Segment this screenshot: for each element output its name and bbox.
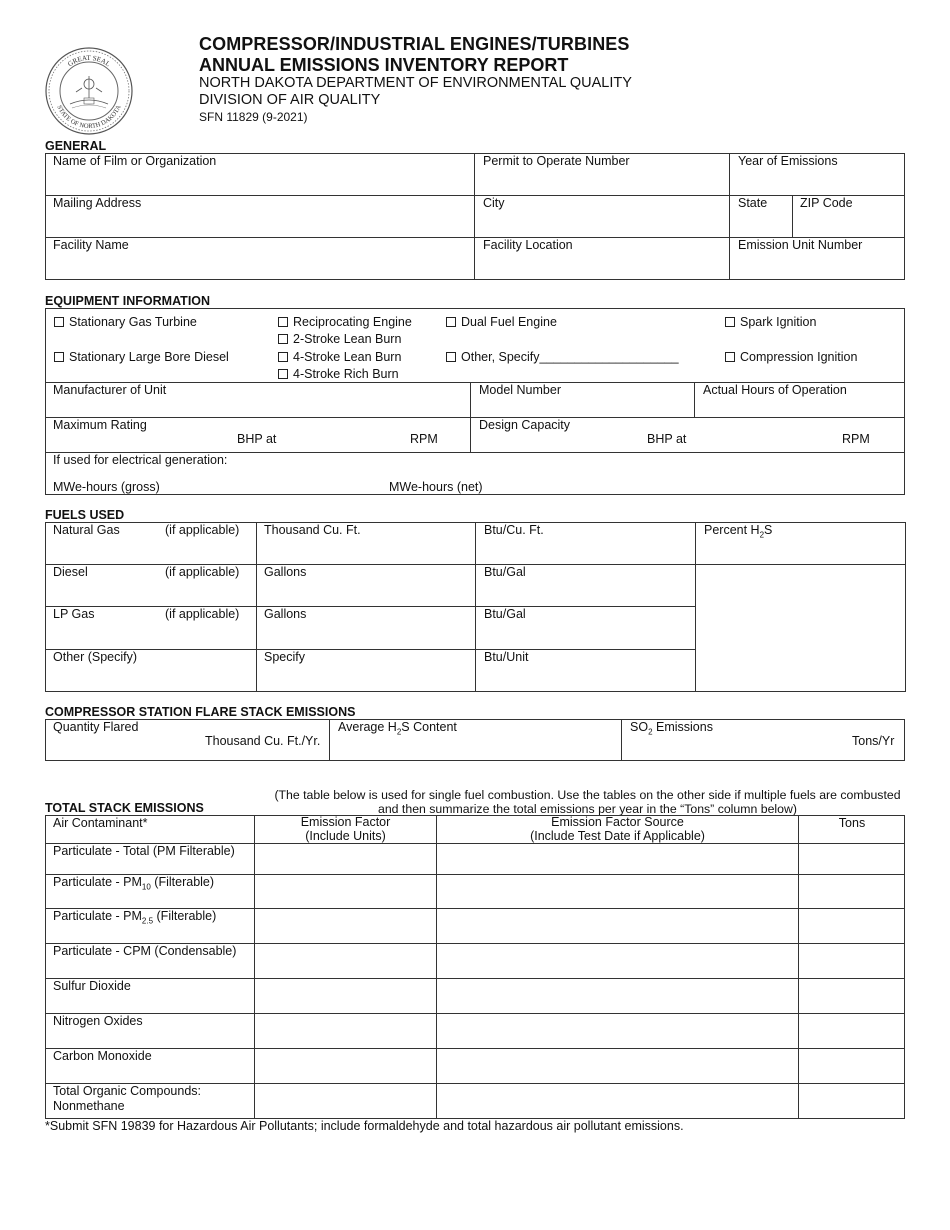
contaminant-row-line1: Total Organic Compounds: xyxy=(53,1084,201,1098)
maximum-rating-bhp-label: BHP at xyxy=(237,432,277,446)
quantity-flared-unit: Thousand Cu. Ft./Yr. xyxy=(205,734,321,748)
checkbox-icon[interactable] xyxy=(54,352,64,362)
maximum-rating-rpm-label: RPM xyxy=(410,432,438,446)
flare-table xyxy=(45,719,905,761)
col-source-line2: (Include Test Date if Applicable) xyxy=(530,828,705,843)
checkbox-compression-ignition[interactable]: Compression Ignition xyxy=(725,350,857,364)
fuels-heading: FUELS USED xyxy=(45,508,125,522)
stack-heading: TOTAL STACK EMISSIONS xyxy=(45,801,204,815)
contaminant-row: Particulate - Total (PM Filterable) xyxy=(53,844,235,858)
contaminant-row xyxy=(53,1084,201,1114)
quantity-flared-field[interactable]: Quantity Flared xyxy=(53,720,139,734)
checkbox-other-specify[interactable]: Other, Specify____________________ xyxy=(446,350,679,364)
stack-instructions-line1: (The table below is used for single fuel combustion. Use the tables on the other side if multiple fuels are combusted xyxy=(274,788,901,802)
contaminant-row: Nitrogen Oxides xyxy=(53,1014,143,1028)
state-seal xyxy=(44,46,134,136)
design-capacity-bhp-label: BHP at xyxy=(647,432,687,446)
stack-table xyxy=(45,815,905,1119)
lp-gas-btu-field[interactable]: Btu/Gal xyxy=(484,607,526,621)
stack-instructions xyxy=(265,788,910,816)
fuel-other-label[interactable]: Other (Specify) xyxy=(53,650,138,664)
fuel-natural-gas-label: Natural Gas xyxy=(53,523,120,537)
general-table xyxy=(45,153,905,280)
checkbox-4-stroke-lean-burn[interactable]: 4-Stroke Lean Burn xyxy=(278,350,401,364)
checkbox-reciprocating-engine[interactable]: Reciprocating Engine xyxy=(278,315,412,329)
agency-name: NORTH DAKOTA DEPARTMENT OF ENVIRONMENTAL QUALITY xyxy=(199,75,632,91)
col-emission-factor-line2: (Include Units) xyxy=(305,828,386,843)
form-number: SFN 11829 (9-2021) xyxy=(199,110,308,124)
seal-text-bottom: STATE OF NORTH DAKOTA xyxy=(55,104,123,131)
form-title-line1: COMPRESSOR/INDUSTRIAL ENGINES/TURBINES xyxy=(199,34,630,54)
facility-name-field[interactable]: Facility Name xyxy=(53,238,129,252)
footnote: *Submit SFN 19839 for Hazardous Air Pollutants; include formaldehyde and total hazardous air pollutant emissions. xyxy=(45,1119,684,1133)
mwe-net-field[interactable]: MWe-hours (net) xyxy=(389,480,483,494)
manufacturer-field[interactable]: Manufacturer of Unit xyxy=(53,383,167,397)
year-of-emissions-field[interactable]: Year of Emissions xyxy=(738,154,838,168)
if-applicable-label: (if applicable) xyxy=(165,565,240,579)
design-capacity-field[interactable]: Design Capacity xyxy=(479,418,571,432)
checkbox-dual-fuel-engine[interactable]: Dual Fuel Engine xyxy=(446,315,557,329)
checkbox-icon[interactable] xyxy=(446,317,456,327)
lp-gas-quantity-field[interactable]: Gallons xyxy=(264,607,307,621)
checkbox-icon[interactable] xyxy=(54,317,64,327)
contaminant-row: Particulate - $PM_{2.5}$ (Filterable) xyxy=(53,909,217,926)
city-field[interactable]: City xyxy=(483,196,505,210)
equipment-heading: EQUIPMENT INFORMATION xyxy=(45,294,211,308)
natural-gas-quantity-field[interactable]: Thousand Cu. Ft. xyxy=(264,523,361,537)
firm-name-field[interactable]: Name of Film or Organization xyxy=(53,154,217,168)
col-air-contaminant: Air Contaminant* xyxy=(53,816,148,830)
division-name: DIVISION OF AIR QUALITY xyxy=(199,92,381,108)
mailing-address-field[interactable]: Mailing Address xyxy=(53,196,142,210)
fuel-lp-gas-label: LP Gas xyxy=(53,607,95,621)
actual-hours-field[interactable]: Actual Hours of Operation xyxy=(703,383,847,397)
fuel-diesel-label: Diesel xyxy=(53,565,88,579)
col-tons: Tons xyxy=(838,816,866,830)
checkbox-icon[interactable] xyxy=(278,317,288,327)
flare-heading: COMPRESSOR STATION FLARE STACK EMISSIONS xyxy=(45,705,356,719)
checkbox-2-stroke-lean-burn[interactable]: 2-Stroke Lean Burn xyxy=(278,332,401,346)
checkbox-large-bore-diesel[interactable]: Stationary Large Bore Diesel xyxy=(54,350,229,364)
stack-instructions-line2: and then summarize the total emissions per year in the “Tons” column below) xyxy=(378,802,797,816)
so2-emissions-field[interactable]: $SO_2$ Emissions xyxy=(630,720,713,737)
permit-number-field[interactable]: Permit to Operate Number xyxy=(483,154,630,168)
checkbox-stationary-gas-turbine[interactable]: Stationary Gas Turbine xyxy=(54,315,197,329)
checkbox-icon[interactable] xyxy=(725,352,735,362)
col-source-line1: Emission Factor Source xyxy=(551,815,684,829)
checkbox-icon[interactable] xyxy=(725,317,735,327)
checkbox-icon[interactable] xyxy=(278,352,288,362)
zip-field[interactable]: ZIP Code xyxy=(800,196,853,210)
so2-unit: Tons/Yr xyxy=(852,734,895,748)
natural-gas-btu-field[interactable]: Btu/Cu. Ft. xyxy=(484,523,544,537)
checkbox-icon[interactable] xyxy=(446,352,456,362)
facility-location-field[interactable]: Facility Location xyxy=(483,238,573,252)
mwe-gross-field[interactable]: MWe-hours (gross) xyxy=(53,480,160,494)
emission-unit-number-field[interactable]: Emission Unit Number xyxy=(738,238,863,252)
checkbox-icon[interactable] xyxy=(278,334,288,344)
if-applicable-label: (if applicable) xyxy=(165,607,240,621)
diesel-quantity-field[interactable]: Gallons xyxy=(264,565,307,579)
checkbox-icon[interactable] xyxy=(278,369,288,379)
col-emission-factor-source xyxy=(437,816,798,843)
seal-text-top: GREAT SEAL xyxy=(66,53,112,69)
contaminant-row: Particulate - CPM (Condensable) xyxy=(53,944,237,958)
other-quantity-field[interactable]: Specify xyxy=(264,650,305,664)
col-emission-factor xyxy=(255,816,436,843)
general-heading: GENERAL xyxy=(45,139,107,153)
state-field[interactable]: State xyxy=(738,196,768,210)
model-number-field[interactable]: Model Number xyxy=(479,383,561,397)
state-seal-icon xyxy=(44,46,134,136)
checkbox-spark-ignition[interactable]: Spark Ignition xyxy=(725,315,816,329)
other-btu-field[interactable]: Btu/Unit xyxy=(484,650,529,664)
contaminant-row: Sulfur Dioxide xyxy=(53,979,131,993)
electrical-generation-label: If used for electrical generation: xyxy=(53,453,228,467)
checkbox-4-stroke-rich-burn[interactable]: 4-Stroke Rich Burn xyxy=(278,367,399,381)
maximum-rating-field[interactable]: Maximum Rating xyxy=(53,418,147,432)
percent-h2s-field[interactable]: Percent $H_2S$ xyxy=(704,523,773,540)
contaminant-row: Carbon Monoxide xyxy=(53,1049,152,1063)
form-title-line2: ANNUAL EMISSIONS INVENTORY REPORT xyxy=(199,55,569,75)
col-emission-factor-line1: Emission Factor xyxy=(300,815,391,829)
diesel-btu-field[interactable]: Btu/Gal xyxy=(484,565,526,579)
if-applicable-label: (if applicable) xyxy=(165,523,240,537)
contaminant-row-line2: Nonmethane xyxy=(53,1099,125,1113)
contaminant-row: Particulate - $PM_{10}$ (Filterable) xyxy=(53,875,215,892)
average-h2s-field[interactable]: Average $H_2S$ Content xyxy=(338,720,457,737)
design-capacity-rpm-label: RPM xyxy=(842,432,870,446)
